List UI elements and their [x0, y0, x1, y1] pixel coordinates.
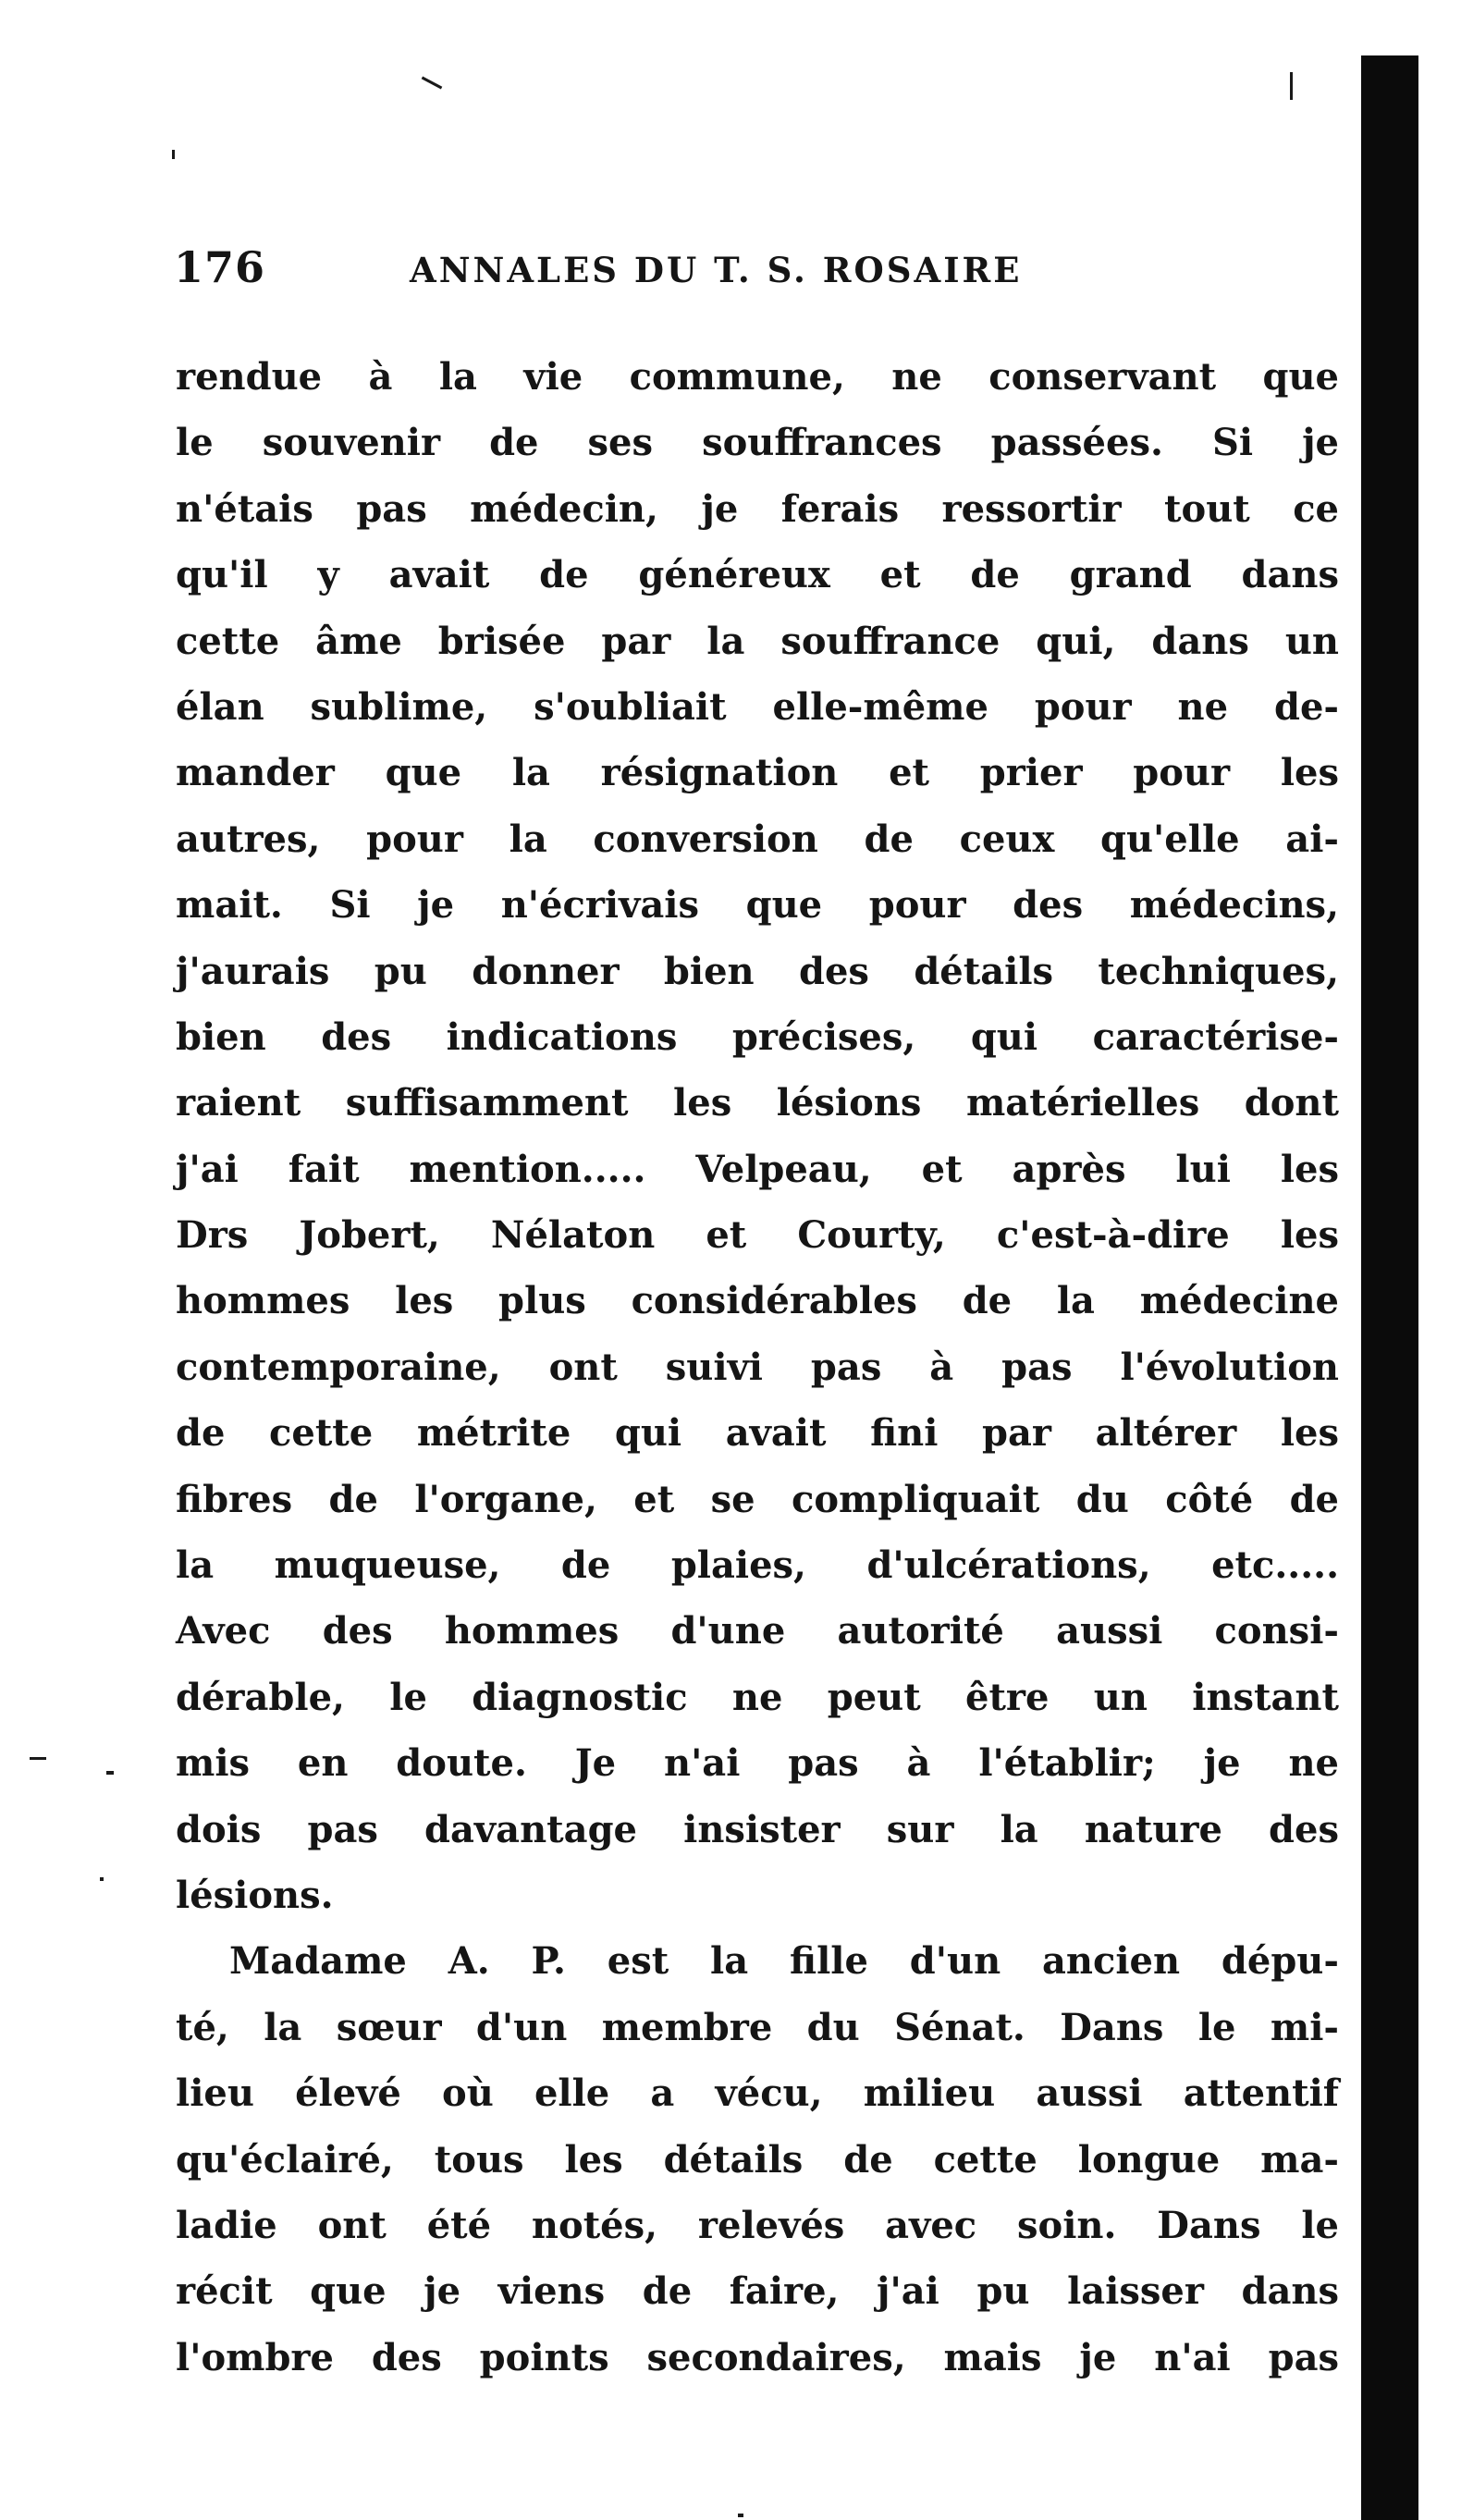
- text-line: dois pas davantage insister sur la nature des: [176, 1807, 1339, 1851]
- scan-speck: [172, 150, 175, 159]
- page-number: 176: [174, 242, 266, 292]
- text-line: autres, pour la conversion de ceux qu'elle ai-: [176, 817, 1339, 861]
- scan-speck: [106, 1771, 114, 1775]
- text-line: récit que je viens de faire, j'ai pu laisser dans: [176, 2269, 1339, 2314]
- body-text: [176, 344, 1339, 2391]
- text-line: té, la sœur d'un membre du Sénat. Dans le mi-: [176, 2005, 1339, 2049]
- text-line: contemporaine, ont suivi pas à pas l'évolution: [176, 1345, 1339, 1389]
- text-line: cette âme brisée par la souffrance qui, dans un: [176, 619, 1339, 663]
- text-line: Avec des hommes d'une autorité aussi consi-: [176, 1609, 1339, 1653]
- text-line: Drs Jobert, Nélaton et Courty, c'est-à-dire les: [176, 1213, 1339, 1258]
- scan-speck: [100, 1877, 104, 1881]
- text-line: élan sublime, s'oubliait elle-même pour ne de-: [176, 684, 1339, 729]
- running-head: ANNALES DU T. S. ROSAIRE: [410, 250, 1023, 290]
- page-header: [174, 242, 1228, 307]
- text-line: mis en doute. Je n'ai pas à l'établir; je ne: [176, 1741, 1339, 1786]
- text-line: j'aurais pu donner bien des détails techniques,: [176, 949, 1339, 993]
- text-line: bien des indications précises, qui caractérise-: [176, 1014, 1339, 1059]
- text-line: n'étais pas médecin, je ferais ressortir tout ce: [176, 486, 1339, 531]
- text-line: lieu élevé où elle a vécu, milieu aussi attentif: [176, 2071, 1339, 2116]
- paragraph-end-line: lésions.: [176, 1873, 334, 1917]
- paragraph-start-line: Madame A. P. est la fille d'un ancien dépu-: [229, 1939, 1339, 1984]
- text-line: rendue à la vie commune, ne conservant que: [176, 355, 1339, 399]
- text-line: l'ombre des points secondaires, mais je n'ai pas: [176, 2335, 1339, 2379]
- page-margin-right: [1418, 0, 1461, 2520]
- text-line: raient suffisamment les lésions matérielles dont: [176, 1081, 1339, 1125]
- text-line: la muqueuse, de plaies, d'ulcérations, etc.....: [176, 1543, 1339, 1588]
- text-line: qu'il y avait de généreux et de grand dans: [176, 553, 1339, 597]
- scan-speck: [1290, 72, 1293, 100]
- scan-speck: [30, 1757, 46, 1760]
- text-line: fibres de l'organe, et se compliquait du côté de: [176, 1477, 1339, 1521]
- text-line: ladie ont été notés, relevés avec soin. Dans le: [176, 2203, 1339, 2247]
- text-line: dérable, le diagnostic ne peut être un instant: [176, 1675, 1339, 1719]
- scan-speck: [738, 2514, 743, 2517]
- text-line: de cette métrite qui avait fini par altérer les: [176, 1411, 1339, 1456]
- text-line: j'ai fait mention..... Velpeau, et après lui les: [176, 1147, 1339, 1191]
- text-line: le souvenir de ses souffrances passées. Si je: [176, 421, 1339, 465]
- book-binding-edge: [1361, 55, 1418, 2520]
- text-line: qu'éclairé, tous les détails de cette longue ma-: [176, 2137, 1339, 2182]
- text-line: mander que la résignation et prier pour les: [176, 751, 1339, 795]
- text-line: hommes les plus considérables de la médecine: [176, 1279, 1339, 1323]
- text-line: mait. Si je n'écrivais que pour des médecins,: [176, 883, 1339, 928]
- scan-speck: [422, 77, 443, 90]
